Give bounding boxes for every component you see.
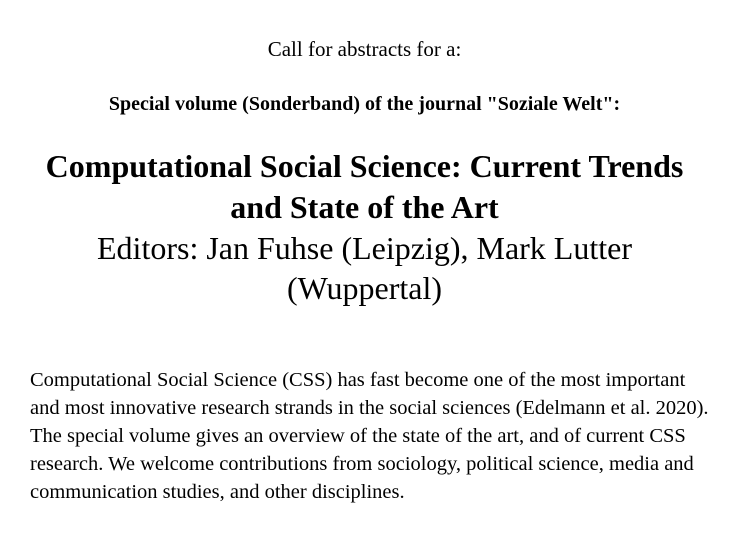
page-title: Computational Social Science: Current Trends and State of the Art <box>45 148 684 225</box>
subtitle: Special volume (Sonderband) of the journal "Soziale Welt": <box>108 93 621 115</box>
intro-line: Call for abstracts for a: <box>267 37 462 61</box>
editors-line: Editors: Jan Fuhse (Leipzig), Mark Lutter (Wuppertal) <box>97 230 632 306</box>
title-block <box>40 146 689 308</box>
body-paragraph: Computational Social Science (CSS) has fast become one of the most important and most innovative research strands in the social sciences (Edelmann et al. 2020). The special volume gives an overview of the state of the art, and of current CSS research. We welcome contributions from sociology, political science, media and communication studies, and other disciplines. <box>30 369 709 503</box>
